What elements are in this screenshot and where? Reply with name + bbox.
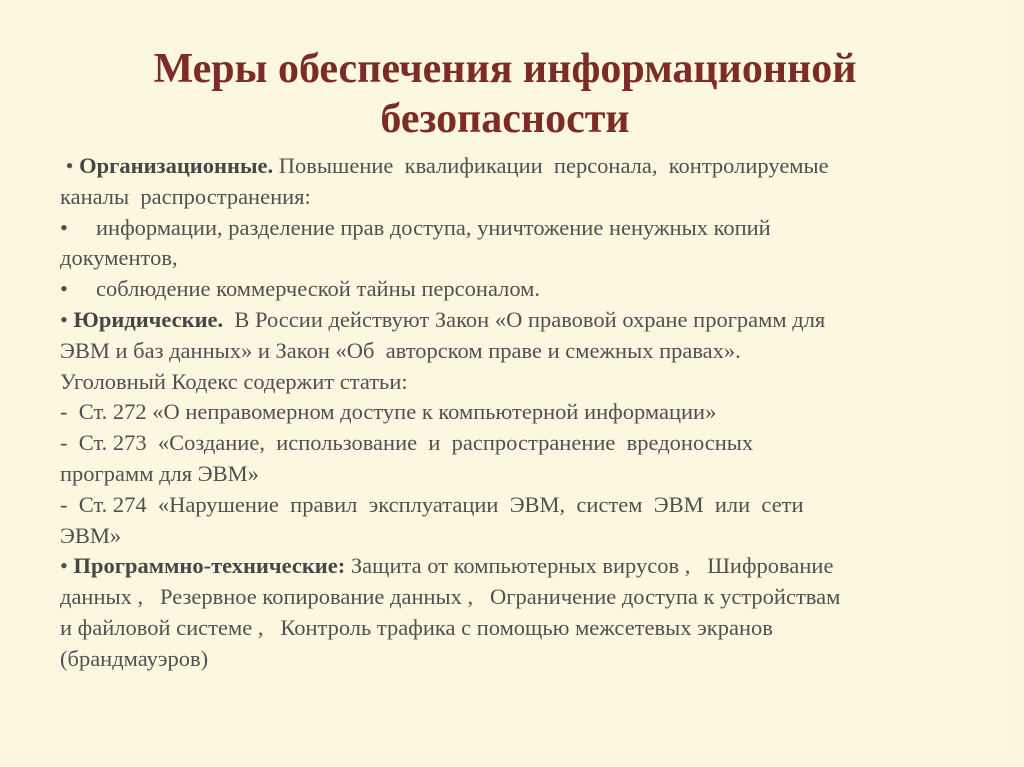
body-line: (брандмауэров) (60, 645, 209, 671)
body-line: - Ст. 272 «О неправомерном доступе к компьютерной информации» (60, 399, 717, 425)
title-line-2: безопасности (380, 96, 630, 142)
slide-body (60, 151, 960, 675)
body-line: данных , Резервное копирование данных , Ограничение доступа к устройствам (60, 584, 841, 610)
body-line: Уголовный Кодекс содержит статьи: (60, 368, 408, 394)
bullet: • (60, 553, 74, 579)
body-line: - Ст. 273 «Создание, использование и распространение вредоносных (60, 430, 754, 456)
heading-legal: Юридические. (73, 306, 224, 332)
body-line: программ для ЭВМ» (60, 460, 259, 486)
body-line: ЭВМ» (60, 522, 122, 548)
body-line: • соблюдение коммерческой тайны персоналом. (60, 276, 541, 302)
body-line: ЭВМ и баз данных» и Закон «Об авторском праве и смежных правах». (60, 337, 741, 363)
body-line: • Юридические. В России действуют Закон «О правовой охране программ для (60, 306, 826, 332)
body-line: • информации, разделение прав доступа, уничтожение ненужных копий (60, 214, 771, 240)
slide-title (0, 44, 1010, 144)
bullet: • (60, 306, 74, 332)
body-line: • Программно-технические: Защита от компьютерных вирусов , Шифрование (60, 553, 834, 579)
heading-technical: Программно-технические: (73, 553, 346, 579)
body-line: • Организационные. Повышение квалификации персонала, контролируемые (60, 153, 829, 178)
body-line: и файловой системе , Контроль трафика с помощью межсетевых экранов (60, 614, 773, 640)
heading-organizational: Организационные. (79, 153, 274, 178)
title-line-1: Меры обеспечения информационной (153, 46, 857, 92)
body-line: - Ст. 274 «Нарушение правил эксплуатации ЭВМ, систем ЭВМ или сети (60, 491, 804, 517)
bullet: • (60, 153, 80, 178)
body-line: документов, (60, 245, 178, 271)
body-line: каналы распространения: (60, 183, 311, 209)
